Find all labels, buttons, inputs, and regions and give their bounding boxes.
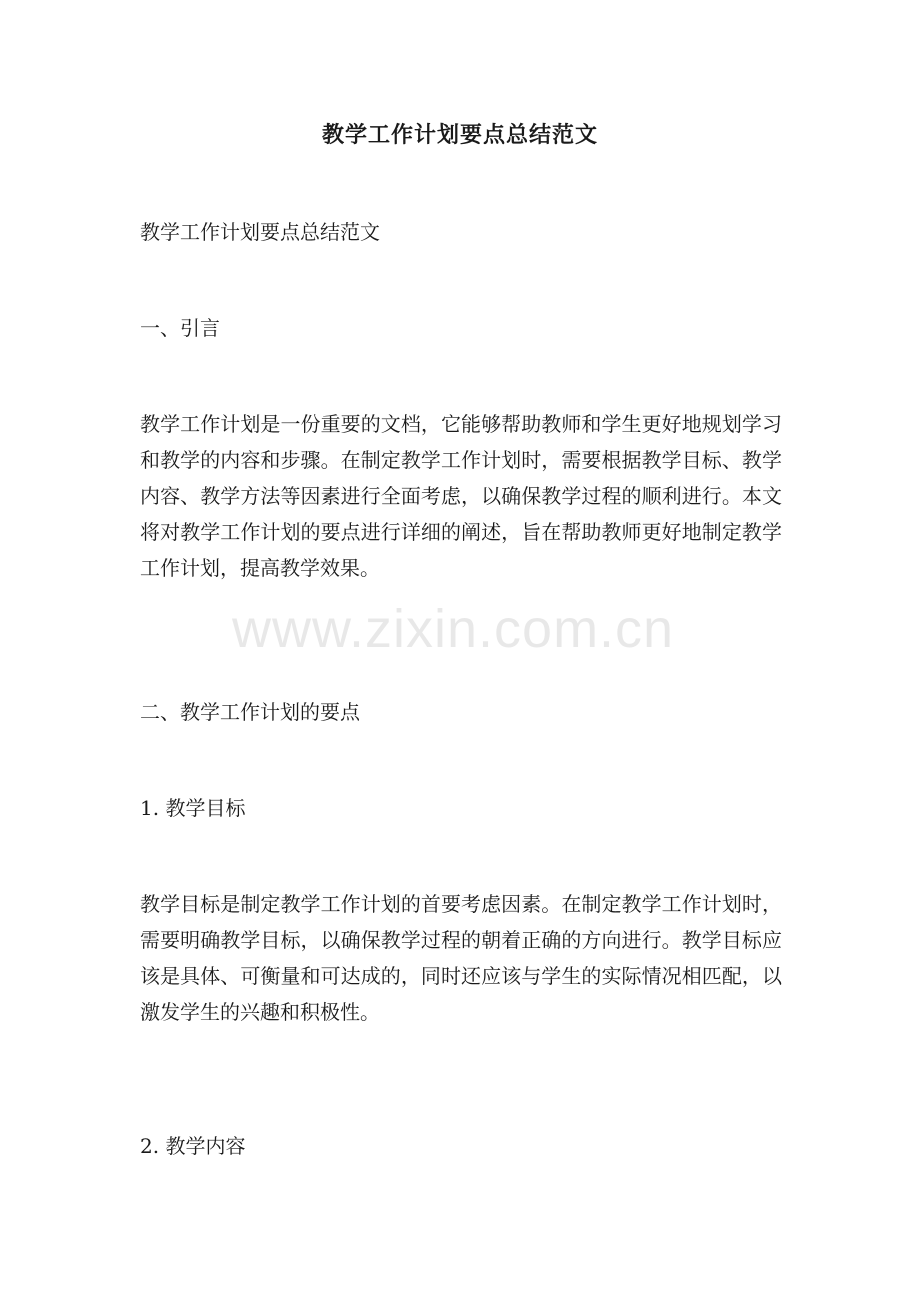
document-subtitle: 教学工作计划要点总结范文 (140, 220, 380, 244)
document-title: 教学工作计划要点总结范文 (321, 122, 598, 148)
teaching-goals-paragraph: 教学目标是制定教学工作计划的首要考虑因素。在制定教学工作计划时，需要明确教学目标，以确保教学过程的朝着正确的方向进行。教学目标应该是具体、可衡量和可达成的，同时还应该与学生的实际情况相匹配，以激发学生的兴趣和积极性。 (140, 892, 782, 1024)
item-heading-teaching-goals: 1. 教学目标 (140, 796, 246, 820)
introduction-paragraph: 教学工作计划是一份重要的文档，它能够帮助教师和学生更好地规划学习和教学的内容和步骤。在制定教学工作计划时，需要根据教学目标、教学内容、教学方法等因素进行全面考虑，以确保教学过程的顺利进行。本文将对教学工作计划的要点进行详细的阐述，旨在帮助教师更好地制定教学工作计划，提高教学效果。 (140, 412, 782, 580)
section-heading-key-points: 二、教学工作计划的要点 (140, 700, 360, 724)
section-heading-introduction: 一、引言 (140, 316, 220, 340)
item-heading-teaching-content: 2. 教学内容 (140, 1134, 246, 1158)
watermark: www.zixin.com.cn (232, 599, 675, 659)
